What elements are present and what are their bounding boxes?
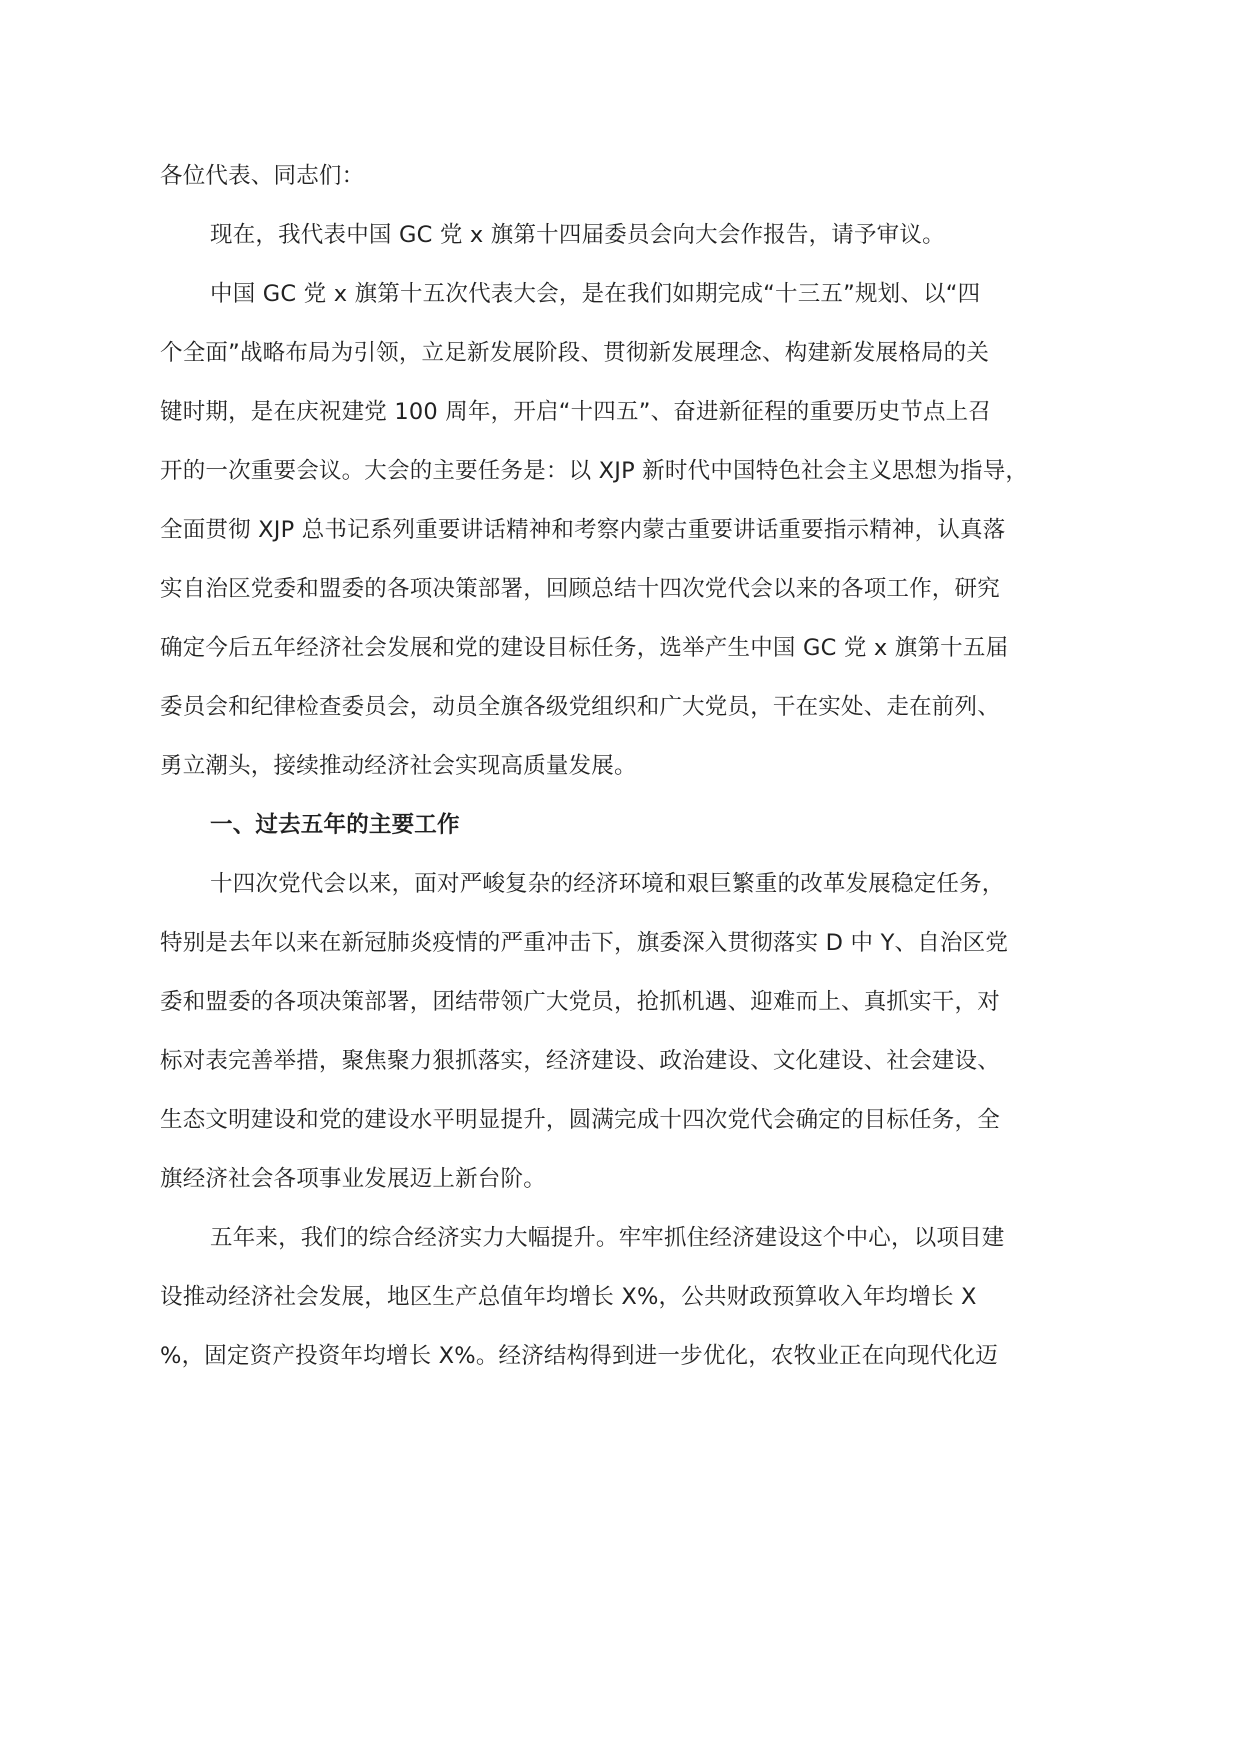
paragraph-line: 现在，我代表中国 GC 党 x 旗第十四届委员会向大会作报告，请予审议。 [210, 222, 945, 248]
paragraph-line: 设推动经济社会发展，地区生产总值年均增长 X%，公共财政预算收入年均增长 X [160, 1284, 977, 1310]
paragraph-line: 实自治区党委和盟委的各项决策部署，回顾总结十四次党代会以来的各项工作，研究 [160, 576, 1000, 602]
paragraph-line: 旗经济社会各项事业发展迈上新台阶。 [160, 1166, 546, 1192]
paragraph-line: 确定今后五年经济社会发展和党的建设目标任务，选举产生中国 GC 党 x 旗第十五届 [160, 635, 1009, 661]
paragraph-line: 特别是去年以来在新冠肺炎疫情的严重冲击下，旗委深入贯彻落实 D 中 Y、自治区党 [160, 930, 1009, 956]
paragraph-line: 标对表完善举措，聚焦聚力狠抓落实，经济建设、政治建设、文化建设、社会建设、 [160, 1048, 1000, 1074]
paragraph-line: 勇立潮头，接续推动经济社会实现高质量发展。 [160, 753, 637, 779]
paragraph-line: 个全面”战略布局为引领，立足新发展阶段、贯彻新发展理念、构建新发展格局的关 [160, 340, 990, 366]
paragraph-line: 键时期，是在庆祝建党 100 周年，开启“十四五”、奋进新征程的重要历史节点上召 [160, 399, 992, 425]
paragraph-line: 委和盟委的各项决策部署，团结带领广大党员，抢抓机遇、迎难而上、真抓实干，对 [160, 989, 1000, 1015]
paragraph-line: 生态文明建设和党的建设水平明显提升，圆满完成十四次党代会确定的目标任务，全 [160, 1107, 1000, 1133]
paragraph-line: 五年来，我们的综合经济实力大幅提升。牢牢抓住经济建设这个中心，以项目建 [210, 1225, 1005, 1251]
salutation: 各位代表、同志们： [160, 163, 365, 189]
paragraph-line: 委员会和纪律检查委员会，动员全旗各级党组织和广大党员，干在实处、走在前列、 [160, 694, 1000, 720]
paragraph-line: 全面贯彻 XJP 总书记系列重要讲话精神和考察内蒙古重要讲话重要指示精神，认真落 [160, 517, 1006, 543]
paragraph-line: 开的一次重要会议。大会的主要任务是：以 XJP 新时代中国特色社会主义思想为指导， [160, 458, 1029, 484]
paragraph-line: %，固定资产投资年均增长 X%。经济结构得到进一步优化，农牧业正在向现代化迈 [160, 1343, 998, 1369]
section-heading: 一、过去五年的主要工作 [210, 812, 460, 838]
paragraph-line: 十四次党代会以来，面对严峻复杂的经济环境和艰巨繁重的改革发展稳定任务， [210, 871, 1005, 897]
paragraph-line: 中国 GC 党 x 旗第十五次代表大会，是在我们如期完成“十三五”规划、以“四 [210, 281, 981, 307]
